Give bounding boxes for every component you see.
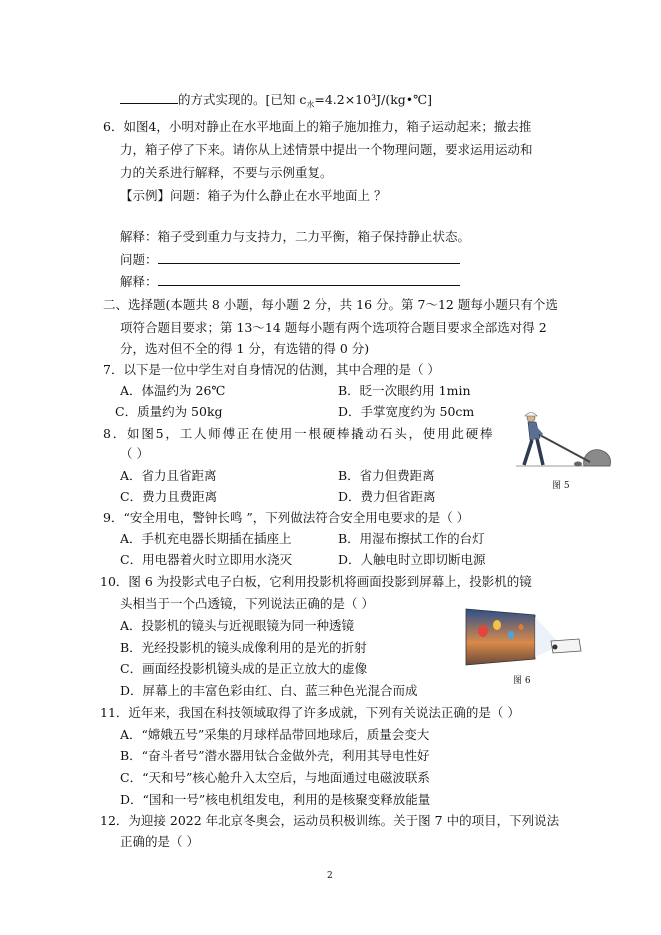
q10-option-a[interactable]: A．投影机的镜头与近视眼镜为同一种透镜: [120, 618, 355, 633]
answer-label: 解释：: [120, 274, 158, 289]
carry-over-line: [120, 91, 432, 113]
q11-option-c[interactable]: C．“天和号”核心舱升入太空后，与地面通过电磁波联系: [120, 770, 430, 785]
q8-option-b[interactable]: B．省力但费距离: [338, 468, 435, 483]
q6-question-line: [120, 251, 460, 268]
answer-blank-line[interactable]: [158, 273, 460, 286]
question-label: 问题：: [120, 252, 158, 267]
screen-shape: [466, 609, 535, 665]
q8-option-d[interactable]: D．费力但省距离: [338, 489, 436, 504]
carry-tail: =4.2×10³J/(kg•℃]: [314, 92, 433, 107]
q11-option-b[interactable]: B．“奋斗者号”潜水器用钛合金做外壳，利用其导电性好: [120, 748, 430, 763]
q6-example-answer: 解释：箱子受到重力与支持力，二力平衡，箱子保持静止状态。: [120, 229, 471, 244]
q9-option-c[interactable]: C．用电器着火时立即用水浇灭: [120, 552, 293, 567]
q6-example: 【示例】问题：箱子为什么静止在水平地面上 ？: [120, 188, 387, 203]
q7-stem: 7．以下是一位中学生对自身情况的估测，其中合理的是（ ）: [103, 362, 440, 377]
q7-option-b[interactable]: B．眨一次眼约用 1min: [338, 383, 471, 398]
q9-stem: 9．“安全用电，警钟长鸣 ”，下列做法符合安全用电要求的是（ ）: [103, 510, 470, 525]
figure-5-worker-lever: [510, 408, 616, 472]
q12-line-1: 12．为迎接 2022 年北京冬奥会，运动员积极训练。关于图 7 中的项目，下列说法: [100, 813, 560, 828]
figure-6-caption: 图 6: [513, 676, 531, 686]
page-number: 2: [327, 871, 333, 881]
q9-option-d[interactable]: D．人触电时立即切断电源: [338, 552, 486, 567]
figure-5-caption: 图 5: [552, 481, 570, 491]
q6-text: 6．如图4，小明对静止在水平地面上的箱子施加推力，箱子运动起来；撤去推: [103, 119, 532, 134]
q7-option-d[interactable]: D．手掌宽度约为 50cm: [338, 404, 475, 419]
section2-line-2: 项符合题目要求；第 13～14 题每小题有两个选项符合题目要求全部选对得 2: [120, 320, 547, 335]
q10-option-c[interactable]: C．画面经投影机镜头成的是正立放大的虚像: [120, 661, 368, 676]
section2-line-3: 分，选对但不全的得 1 分，有选错的得 0 分): [120, 341, 370, 356]
q6-line-3: 力的关系进行解释，不要与示例重复。: [120, 165, 333, 180]
q8-option-c[interactable]: C．费力且费距离: [120, 489, 218, 504]
q11-option-a[interactable]: A．“嫦娥五号”采集的月球样品带回地球后，质量会变大: [120, 727, 430, 742]
q8-option-a[interactable]: A．省力且省距离: [120, 468, 217, 483]
q12-line-2: 正确的是（ ）: [120, 834, 199, 849]
question-blank[interactable]: [158, 251, 460, 264]
q7-option-c[interactable]: C．质量约为 50kg: [115, 404, 223, 419]
q6-line-2: 力，箱子停了下来。请你从上述情景中提出一个物理问题，要求运用运动和: [120, 142, 533, 157]
q10-line-1: 10．图 6 为投影式电子白板，它利用投影机将画面投影到屏幕上，投影机的镜: [100, 574, 532, 589]
answer-blank: [120, 91, 178, 104]
carry-text: 的方式实现的。[已知 c: [178, 92, 307, 107]
q6-line-1: [103, 119, 573, 135]
q11-option-d[interactable]: D．“国和一号”核电机组发电，利用的是核聚变释放能量: [120, 792, 431, 807]
rock-shape: [584, 450, 611, 466]
q8-paren: （ ）: [120, 446, 149, 461]
q10-option-d[interactable]: D．屏幕上的丰富色彩由红、白、蓝三种色光混合而成: [120, 683, 418, 698]
q6-answer-line: [120, 273, 460, 290]
q9-option-b[interactable]: B．用湿布擦拭工作的台灯: [338, 531, 485, 546]
q10-option-b[interactable]: B．光经投影机的镜头成像利用的是光的折射: [120, 640, 367, 655]
q10-line-2: 头相当于一个凸透镜，下列说法正确的是（ ）: [120, 596, 374, 611]
figure-6-projector-screen: [463, 605, 583, 669]
q11-stem: 11．近年来，我国在科技领域取得了许多成就，下列有关说法正确的是（ ）: [100, 705, 520, 720]
section2-line-1: 二、选择题(本题共 8 小题，每小题 2 分，共 16 分。第 7～12 题每小题只有个选: [103, 297, 558, 312]
q7-option-a[interactable]: A．体温约为 26℃: [120, 383, 226, 398]
q8-stem: 8．如图5，工人师傅正在使用一根硬棒撬动石头，使用此硬棒: [103, 426, 495, 441]
q9-option-a[interactable]: A．手机充电器长期插在插座上: [120, 531, 292, 546]
subscript-water: 水: [306, 100, 315, 109]
